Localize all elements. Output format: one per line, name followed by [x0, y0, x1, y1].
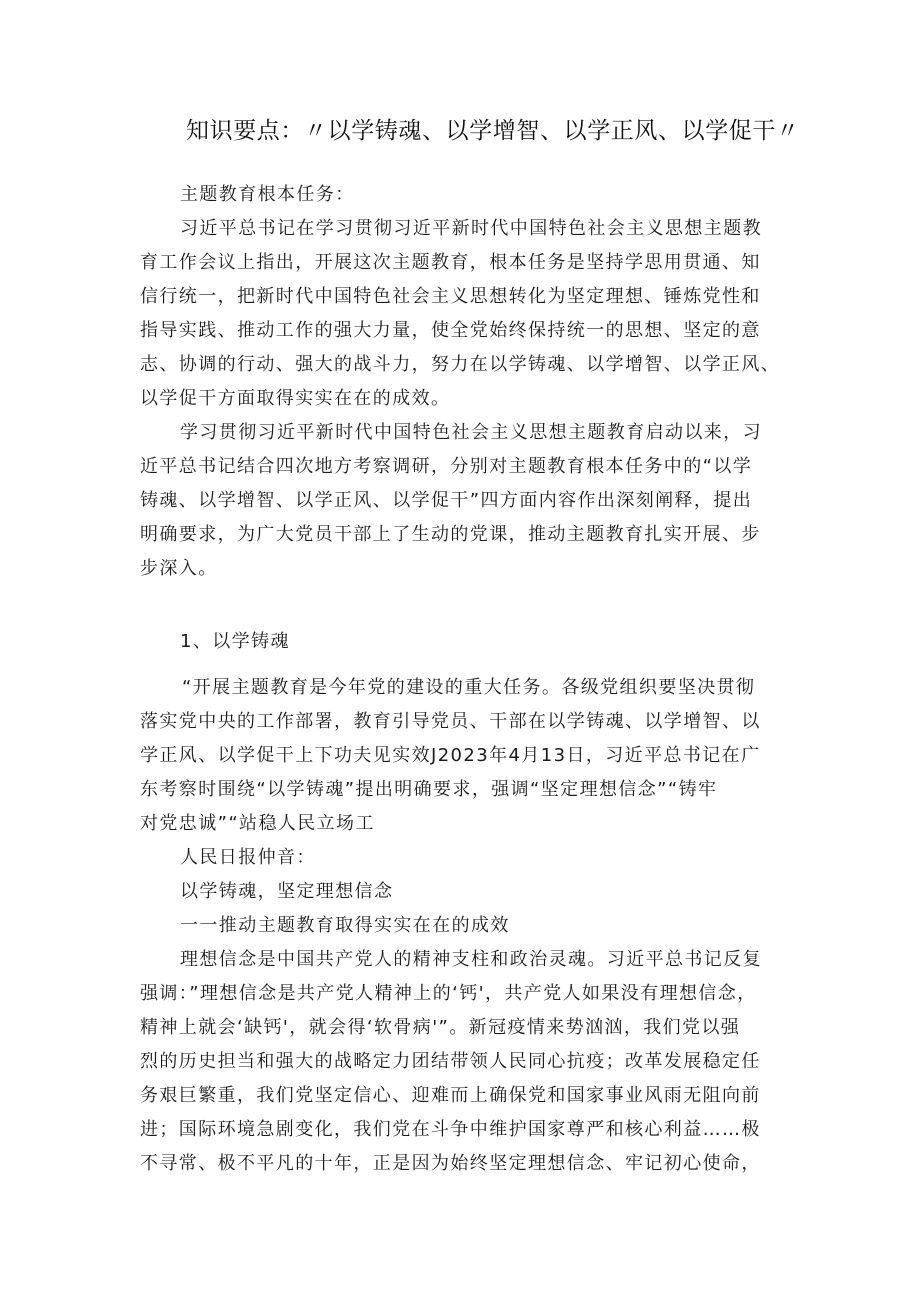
- text-line: 志、协调的行动、强大的战斗力，努力在以学铸魂、以学增智、以学正风、: [140, 354, 781, 375]
- text-line: 主题教育根本任务：: [180, 184, 355, 205]
- text-line: 烈的历史担当和强大的战略定力团结带领人民同心抗疫；改革发展稳定任: [140, 1051, 761, 1072]
- text-line: 明确要求，为广大党员干部上了生动的党课，推动主题教育扎实开展、步: [140, 524, 761, 545]
- text-line: 落实党中央的工作部署，教育引导党员、干部在以学铸魂、以学增智、以: [140, 711, 761, 732]
- text-line: 东考察时围绕“以学铸魂”提出明确要求，强调“坚定理想信念”“铸牢: [140, 779, 718, 800]
- text-line: 一一推动主题教育取得实实在在的成效: [180, 915, 510, 936]
- text-line: 不寻常、极不平凡的十年，正是因为始终坚定理想信念、牢记初心使命，: [140, 1153, 761, 1174]
- text-line: 理想信念是中国共产党人的精神支柱和政治灵魂。习近平总书记反复: [180, 949, 762, 970]
- text-line: 指导实践、推动工作的强大力量，使全党始终保持统一的思想、坚定的意: [140, 320, 761, 341]
- text-line: 以学促干方面取得实实在在的成效。: [140, 388, 451, 409]
- text-line: 铸魂、以学增智、以学正风、以学促干”四方面内容作出深刻阐释，提出: [140, 490, 753, 511]
- text-line: “开展主题教育是今年党的建设的重大任务。各级党组织要坚决贯彻: [182, 677, 756, 698]
- text-line: 对党忠诚”“站稳人民立场工: [140, 813, 375, 834]
- text-line: 学正风、以学促干上下功夫见实效J2023年4月13日，习近平总书记在广: [140, 745, 761, 766]
- text-line: 育工作会议上指出，开展这次主题教育，根本任务是坚持学思用贯通、知: [140, 252, 761, 273]
- text-line: 学习贯彻习近平新时代中国特色社会主义思想主题教育启动以来，习: [180, 422, 762, 443]
- document-title: 知识要点：〃以学铸魂、以学增智、以学正风、以学促干〃: [186, 118, 800, 144]
- text-line: 强调：”理想信念是共产党人精神上的‘钙'，共产党人如果没有理想信念，: [140, 983, 757, 1004]
- section-heading: 1、以学铸魂: [180, 631, 290, 652]
- text-line: 进；国际环境急剧变化，我们党在斗争中维护国家尊严和核心利益……极: [140, 1119, 761, 1140]
- text-line: 人民日报仲音：: [180, 847, 316, 868]
- text-line: 以学铸魂，坚定理想信念: [180, 881, 394, 902]
- text-line: 精神上就会‘缺钙'，就会得‘软骨病'”。新冠疫情来势汹汹，我们党以强: [140, 1017, 741, 1038]
- text-line: 信行统一，把新时代中国特色社会主义思想转化为坚定理想、锤炼党性和: [140, 286, 761, 307]
- text-line: 习近平总书记在学习贯彻习近平新时代中国特色社会主义思想主题教: [180, 218, 762, 239]
- text-line: 步深入。: [140, 558, 218, 579]
- text-line: 近平总书记结合四次地方考察调研，分别对主题教育根本任务中的“以学: [140, 456, 753, 477]
- text-line: 务艰巨繁重，我们党坚定信心、迎难而上确保党和国家事业风雨无阻向前: [140, 1085, 761, 1106]
